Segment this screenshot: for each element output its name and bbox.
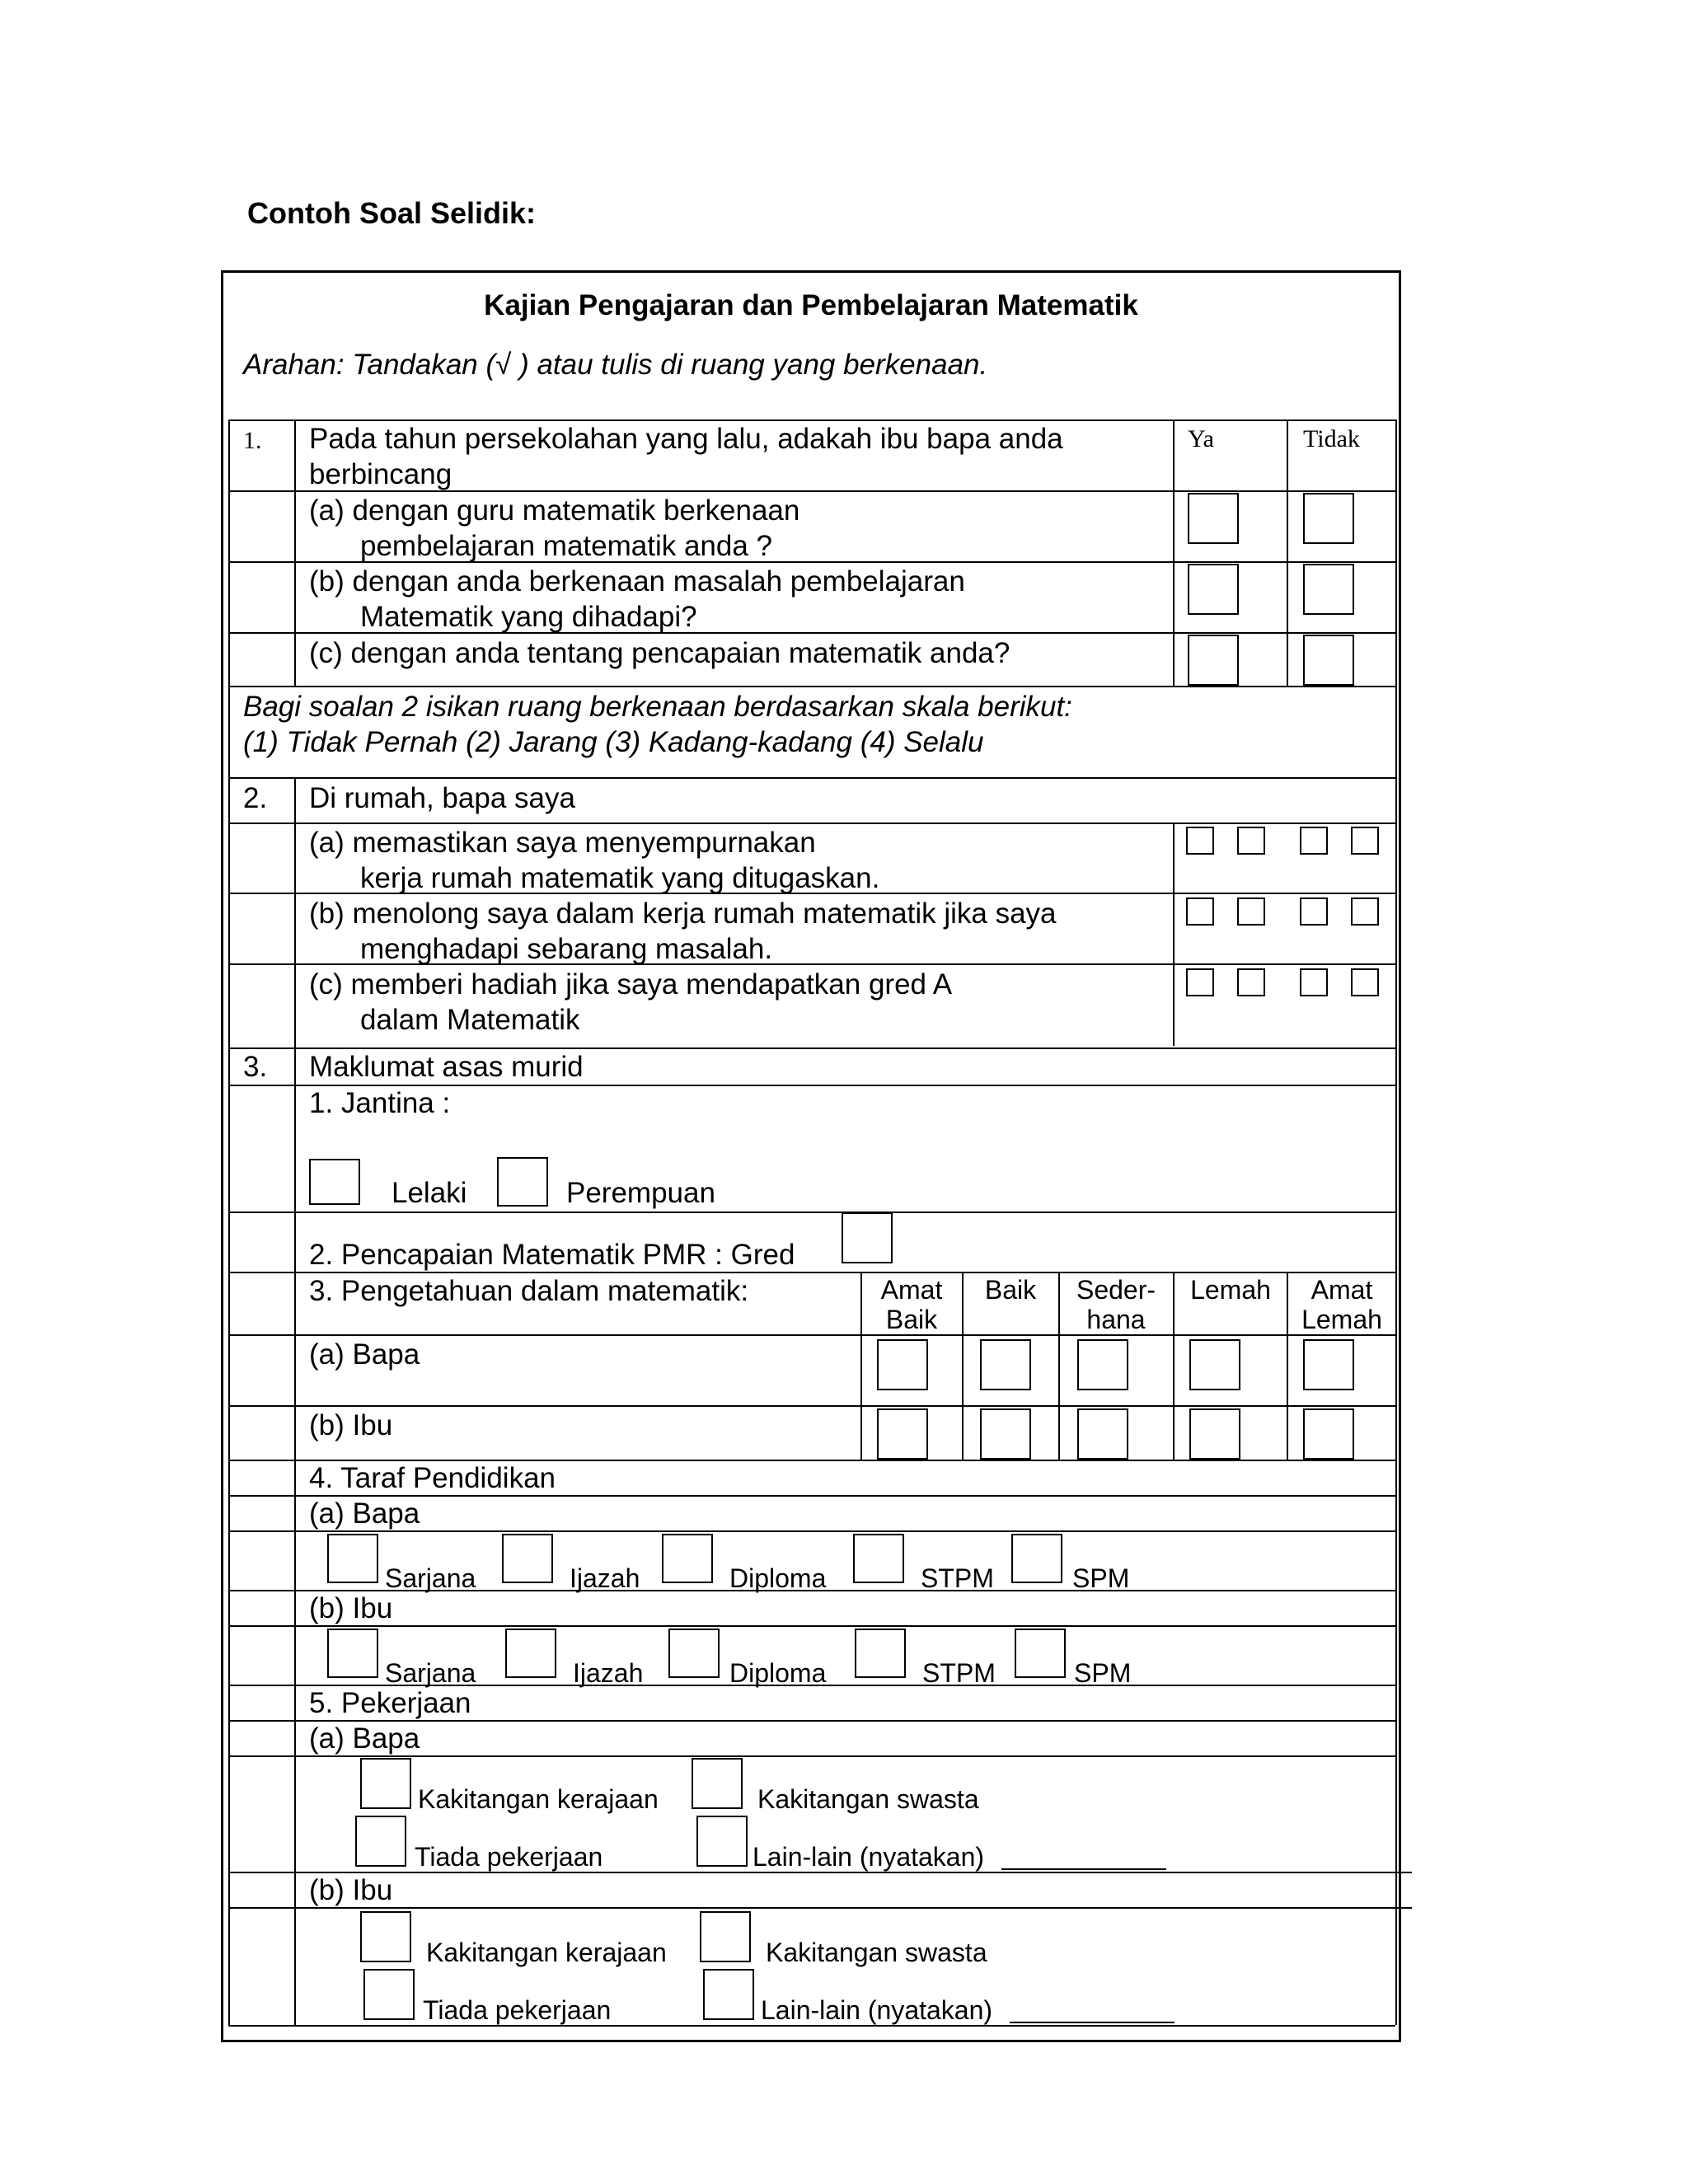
mother-spm-checkbox[interactable]	[1015, 1629, 1066, 1678]
job-label: 5. Pekerjaan	[309, 1687, 471, 1719]
q1c-yes-checkbox[interactable]	[1188, 635, 1239, 686]
q1-item-b	[309, 564, 965, 635]
pmr-grade-label: 2. Pencapaian Matematik PMR : Gred	[309, 1239, 795, 1271]
q2c-scale-1-checkbox[interactable]	[1186, 968, 1214, 996]
mother-sarjana-label: Sarjana	[385, 1658, 476, 1688]
scale-note	[243, 689, 1072, 760]
q1-col-no: Tidak	[1303, 425, 1360, 452]
row-divider	[228, 1212, 1395, 1213]
father-private-staff-checkbox[interactable]	[692, 1758, 743, 1809]
education-father-label: (a) Bapa	[309, 1497, 420, 1530]
q1a-yes-checkbox[interactable]	[1188, 493, 1239, 544]
row-divider	[228, 1405, 1395, 1407]
col-label-line: Amat	[1311, 1275, 1373, 1305]
father-spm-checkbox[interactable]	[1011, 1534, 1062, 1583]
q2a-scale-1-checkbox[interactable]	[1186, 827, 1214, 855]
row-divider	[228, 1872, 1412, 1873]
q1b-no-checkbox[interactable]	[1303, 564, 1354, 615]
father-very-weak-checkbox[interactable]	[1303, 1339, 1354, 1390]
mother-gov-staff-label: Kakitangan kerajaan	[426, 1938, 667, 1967]
knowledge-label: 3. Pengetahuan dalam matematik:	[309, 1275, 749, 1307]
q2b-scale-2-checkbox[interactable]	[1237, 898, 1265, 926]
mother-unemployed-checkbox[interactable]	[363, 1969, 415, 2020]
mother-ijazah-checkbox[interactable]	[505, 1629, 556, 1678]
job-father-label: (a) Bapa	[309, 1722, 420, 1755]
father-diploma-checkbox[interactable]	[662, 1534, 713, 1583]
gender-female-label: Perempuan	[566, 1177, 715, 1209]
q2b-scale-1-checkbox[interactable]	[1186, 898, 1214, 926]
form-title: Kajian Pengajaran dan Pembelajaran Matematik	[484, 289, 1138, 321]
mother-sarjana-checkbox[interactable]	[327, 1629, 378, 1678]
mother-private-staff-checkbox[interactable]	[700, 1911, 751, 1962]
mother-diploma-label: Diploma	[729, 1658, 827, 1688]
q2a-scale-4-checkbox[interactable]	[1351, 827, 1379, 855]
q2b-scale-4-checkbox[interactable]	[1351, 898, 1379, 926]
q3-title: Maklumat asas murid	[309, 1051, 584, 1083]
q2-item-c	[309, 967, 952, 1038]
col-label-line: Amat	[880, 1275, 943, 1305]
father-diploma-label: Diploma	[729, 1563, 827, 1593]
father-other-label: Lain-lain (nyatakan)	[753, 1842, 985, 1872]
q1-item-line: Matematik yang dihadapi?	[360, 601, 697, 633]
q1-question-line: Pada tahun persekolahan yang lalu, adakah ibu bapa anda	[309, 423, 1063, 455]
q1-item-a	[309, 493, 799, 564]
mother-gov-staff-checkbox[interactable]	[360, 1911, 411, 1962]
col-divider	[1287, 419, 1288, 686]
gender-male-checkbox[interactable]	[309, 1159, 360, 1205]
q2-item-line: (b) menolong saya dalam kerja rumah matematik jika saya	[309, 898, 1057, 930]
q2c-scale-4-checkbox[interactable]	[1351, 968, 1379, 996]
q2-item-line: (a) memastikan saya menyempurnakan	[309, 827, 816, 859]
col-divider	[1173, 823, 1175, 1046]
father-sarjana-checkbox[interactable]	[327, 1534, 378, 1583]
q1-item-c: (c) dengan anda tentang pencapaian matematik anda?	[309, 637, 1010, 669]
col-divider	[1395, 419, 1397, 2025]
gender-male-label: Lelaki	[392, 1177, 467, 1209]
job-mother-label: (b) Ibu	[309, 1874, 393, 1906]
form-instruction: Arahan: Tandakan (√ ) atau tulis di ruang yang berkenaan.	[243, 349, 988, 381]
pmr-grade-field[interactable]	[842, 1212, 893, 1263]
father-ijazah-checkbox[interactable]	[502, 1534, 553, 1583]
knowledge-col-moderate	[1060, 1275, 1172, 1334]
col-divider	[294, 777, 296, 2025]
row-divider	[228, 1625, 1395, 1627]
father-spm-label: SPM	[1072, 1563, 1130, 1593]
q1-question-line: berbincang	[309, 458, 452, 490]
col-divider	[294, 419, 296, 686]
col-label-line: Lemah	[1301, 1305, 1382, 1334]
q2-question: Di rumah, bapa saya	[309, 782, 575, 814]
father-other-fill-line[interactable]	[1001, 1868, 1166, 1870]
q1-item-line: (a) dengan guru matematik berkenaan	[309, 494, 800, 527]
q2-item-line: (c) memberi hadiah jika saya mendapatkan gred A	[309, 968, 953, 1001]
father-stpm-label: STPM	[921, 1563, 994, 1593]
scale-note-line: (1) Tidak Pernah (2) Jarang (3) Kadang-kadang (4) Selalu	[243, 726, 984, 758]
father-good-checkbox[interactable]	[980, 1339, 1031, 1390]
q1-col-yes: Ya	[1188, 425, 1214, 452]
q2-item-line: dalam Matematik	[360, 1004, 580, 1036]
q2c-scale-3-checkbox[interactable]	[1300, 968, 1328, 996]
father-gov-staff-checkbox[interactable]	[360, 1758, 411, 1809]
q2-number: 2.	[243, 782, 268, 814]
father-weak-checkbox[interactable]	[1189, 1339, 1240, 1390]
father-stpm-checkbox[interactable]	[853, 1534, 904, 1583]
father-moderate-checkbox[interactable]	[1077, 1339, 1128, 1390]
row-divider	[228, 823, 1395, 824]
scale-note-line: Bagi soalan 2 isikan ruang berkenaan berdasarkan skala berikut:	[243, 691, 1072, 723]
father-gov-staff-label: Kakitangan kerajaan	[418, 1784, 659, 1814]
mother-spm-label: SPM	[1074, 1658, 1132, 1688]
father-sarjana-label: Sarjana	[385, 1563, 476, 1593]
row-divider	[228, 1907, 1412, 1909]
mother-other-fill-line[interactable]	[1010, 2022, 1175, 2023]
q2b-scale-3-checkbox[interactable]	[1300, 898, 1328, 926]
q1-number: 1.	[243, 427, 262, 454]
col-label-line: Baik	[885, 1305, 938, 1334]
mother-moderate-checkbox[interactable]	[1077, 1408, 1128, 1460]
row-divider	[228, 686, 1395, 687]
page-heading: Contoh Soal Selidik:	[247, 196, 537, 230]
knowledge-col-good	[964, 1275, 1057, 1305]
q1c-no-checkbox[interactable]	[1303, 635, 1354, 686]
q1-item-line: (b) dengan anda berkenaan masalah pembelajaran	[309, 565, 965, 598]
mother-stpm-checkbox[interactable]	[855, 1629, 906, 1678]
q2-item-line: kerja rumah matematik yang ditugaskan.	[360, 862, 880, 894]
mother-other-checkbox[interactable]	[703, 1969, 754, 2020]
q2-item-a	[309, 825, 879, 896]
knowledge-col-very-good	[862, 1275, 961, 1334]
q2a-scale-3-checkbox[interactable]	[1300, 827, 1328, 855]
q1-item-line: pembelajaran matematik anda ?	[360, 530, 773, 562]
father-ijazah-label: Ijazah	[570, 1563, 640, 1593]
knowledge-col-very-weak	[1288, 1275, 1395, 1334]
col-divider	[1173, 419, 1175, 686]
father-very-good-checkbox[interactable]	[877, 1339, 928, 1390]
knowledge-col-weak	[1175, 1275, 1287, 1305]
education-label: 4. Taraf Pendidikan	[309, 1462, 556, 1494]
father-unemployed-checkbox[interactable]	[355, 1816, 406, 1867]
col-label-line: hana	[1086, 1305, 1146, 1334]
father-private-staff-label: Kakitangan swasta	[757, 1784, 979, 1814]
father-unemployed-label: Tiada pekerjaan	[415, 1842, 603, 1872]
q2c-scale-2-checkbox[interactable]	[1237, 968, 1265, 996]
mother-unemployed-label: Tiada pekerjaan	[423, 1995, 612, 2025]
education-mother-label: (b) Ibu	[309, 1592, 393, 1624]
col-label-line: Baik	[984, 1275, 1037, 1305]
q2-item-line: menghadapi sebarang masalah.	[360, 933, 773, 965]
mother-very-weak-checkbox[interactable]	[1303, 1408, 1354, 1460]
gender-female-checkbox[interactable]	[497, 1157, 548, 1207]
q1a-no-checkbox[interactable]	[1303, 493, 1354, 544]
col-label-line: Seder-	[1076, 1275, 1156, 1305]
table-bottom	[228, 2025, 1395, 2027]
col-divider	[228, 419, 230, 2025]
q2-item-b	[309, 896, 1057, 967]
mother-stpm-label: STPM	[922, 1658, 996, 1688]
gender-label: 1. Jantina :	[309, 1087, 451, 1119]
row-divider	[228, 1334, 1395, 1336]
q2a-scale-2-checkbox[interactable]	[1237, 827, 1265, 855]
questionnaire-form	[221, 270, 1401, 2042]
row-divider	[228, 777, 1395, 779]
knowledge-row-father: (a) Bapa	[309, 1338, 420, 1371]
knowledge-row-mother: (b) Ibu	[309, 1409, 393, 1441]
mother-diploma-checkbox[interactable]	[668, 1629, 720, 1678]
father-other-checkbox[interactable]	[696, 1816, 748, 1867]
mother-very-good-checkbox[interactable]	[877, 1408, 928, 1460]
col-label-line: Lemah	[1190, 1275, 1271, 1305]
mother-good-checkbox[interactable]	[980, 1408, 1031, 1460]
q3-number: 3.	[243, 1051, 268, 1083]
mother-private-staff-label: Kakitangan swasta	[766, 1938, 987, 1967]
mother-weak-checkbox[interactable]	[1189, 1408, 1240, 1460]
mother-ijazah-label: Ijazah	[573, 1658, 644, 1688]
q1-question	[309, 421, 1063, 492]
q1b-yes-checkbox[interactable]	[1188, 564, 1239, 615]
mother-other-label: Lain-lain (nyatakan)	[761, 1995, 993, 2025]
